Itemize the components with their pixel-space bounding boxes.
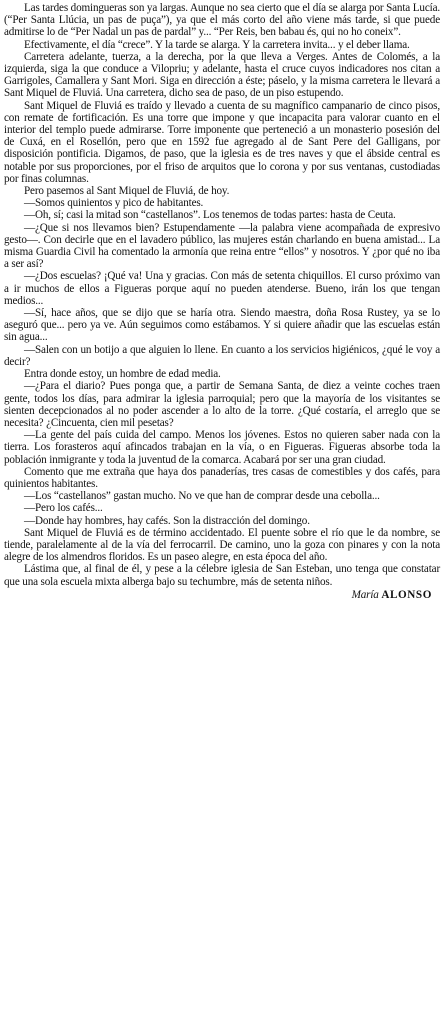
paragraph: Carretera adelante, tuerza, a la derecha, por la que lleva a Verges. Antes de Colomés, a la izquierda, siga la que conduce a Vilopriu; y adelante, hasta el cruce cuyos indicadores nos citan a Garrigoles, Camallera y Sant Mori. Siga en dirección a éste; páselo, y la misma carretera le llevará a Sant Miquel de Fluviá. Una carretera, dicho sea de paso, de un piso estupendo. [4, 50, 440, 100]
dialogue-line: —Donde hay hombres, hay cafés. Son la distracción del domingo. [24, 514, 310, 527]
paragraph: Las tardes domingueras son ya largas. Aunque no sea cierto que el día se alarga por Santa Lucía. (“Per Santa Llúcia, un pas de puça”), ya que el más corto del año viene más tarde, si que puede admitirse lo de “Per Nadal un pas de pardal” y... “Per Reis, ben babau és, qui no ho coneix”. [4, 2, 440, 39]
dialogue-line: —Oh, sí; casi la mitad son “castellanos”. Los tenemos de todas partes: hasta de Ceuta. [24, 209, 396, 222]
paragraph: Entra donde estoy, un hombre de edad media. [24, 368, 221, 381]
dialogue-line: —La gente del país cuida del campo. Menos los jóvenes. Estos no quieren saber nada con la tierra. Los forasteros aquí afincados trabajan en la vía, o en Figueras. Figueras absorbe toda la población inmigrante y toda la juventud de la comarca. Acabará por ser una gran ciudad. [4, 429, 440, 466]
paragraph: Sant Miquel de Fluviá es traído y llevado a cuenta de su magnífico campanario de cinco pisos, con remate de fortificación. Es una torre que impone y que incapacita para valorar cuanto en el interior del templo puede admirarse. Torre imponente que perteneció a un monasterio posesión del de Cuxá, en el Rosellón, pero que en 1592 fue agregado al de Sant Pere del Galligans, por disposición pontificia. Digamos, de paso, que la iglesia es de tres naves y que el ábside central es notable por sus proporciones, por el friso de arquitos que lo corona y por sus ventanas, custodiadas por finas columnas. [4, 99, 440, 185]
paragraph: Pero pasemos al Sant Miquel de Fluviá, de hoy. [24, 185, 230, 198]
paragraph: Sant Miquel de Fluviá es de término accidentado. El puente sobre el río que le da nombre, se tiende, paralelamente al de la vía del ferrocarril. De camino, uno la goza con pinares y con la nota alegre de los almendros floridos. Es un paseo alegre, en esta época del año. [4, 526, 440, 564]
paragraph: Lástima que, al final de él, y pese a la célebre iglesia de San Esteban, uno tenga que constatar que una sola escuela mixta alberga bajo su techumbre, más de setenta niños. [4, 563, 440, 588]
dialogue-line: —Pero los cafés... [24, 502, 103, 515]
dialogue-line: —Los “castellanos” gastan mucho. No ve que han de comprar desde una cebolla... [24, 490, 380, 503]
author-first-name: María [351, 588, 379, 601]
author-signature [4, 589, 432, 601]
paragraph: Efectivamente, el día “crece”. Y la tarde se alarga. Y la carretera invita... y el deber llama. [24, 38, 410, 51]
dialogue-line: —¿Dos escuelas? ¡Qué va! Una y gracias. Con más de setenta chiquillos. El curso próximo van a ir muchos de ellos a Figueras porque aquí no pueden atenderse. Bueno, irán los que tengan medios... [4, 270, 440, 307]
dialogue-line: —¿Que si nos llevamos bien? Estupendamente —la palabra viene acompañada de expresivo gesto—. Con decirle que en el lavadero público, las mujeres están charlando en buena amistad... La misma Guardia Civil ha comentado la armonía que reina entre “ellos” y nosotros. Y ¿por qué no iba a ser así? [4, 221, 440, 271]
paragraph: Comento que me extraña que haya dos panaderías, tres casas de comestibles y dos cafés, para quinientos habitantes. [4, 465, 440, 490]
dialogue-line: —Salen con un botijo a que alguien lo llene. En cuanto a los servicios higiénicos, ¿qué le voy a decir? [4, 343, 440, 368]
dialogue-line: —Somos quinientos y pico de habitantes. [24, 197, 204, 210]
author-last-name: ALONSO [381, 588, 432, 601]
dialogue-line: —Sí, hace años, que se dijo que se haría otra. Siendo maestra, doña Rosa Rustey, ya se lo aseguró que... pero ya ve. Aún seguimos como estábamos. Y si quiere añadir que las escuelas están sin agua... [4, 307, 440, 344]
article-body [4, 2, 440, 588]
dialogue-line: —¿Para el diario? Pues ponga que, a partir de Semana Santa, de diez a veinte coches traen gente, todos los días, para admirar la iglesia parroquial; pero que la mayoría de los visitantes se sienten decepcionados al no poder ascender a lo alto de la torre. ¿Qué costaría, el arreglo que se necesita? ¿Cincuenta, cien mil pesetas? [4, 380, 440, 429]
